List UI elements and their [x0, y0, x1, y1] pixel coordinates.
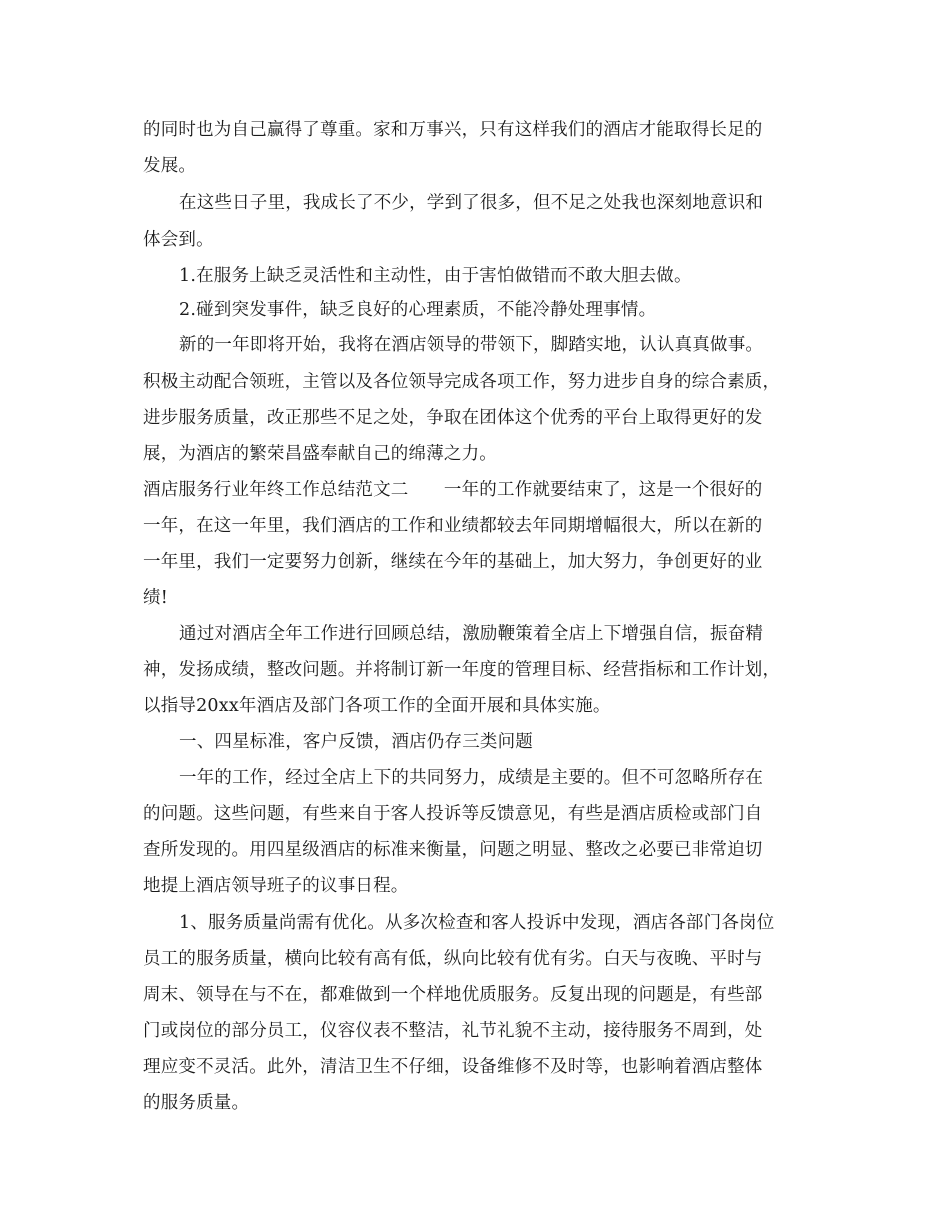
text-line: 进步服务质量，改正那些不足之处，争取在团体这个优秀的平台上取得更好的发 [143, 408, 763, 428]
text-line: 一年，在这一年里，我们酒店的工作和业绩都较去年同期增幅很大，所以在新的 [143, 516, 763, 536]
text-line: 积极主动配合领班，主管以及各位领导完成各项工作，努力进步自身的综合素质， [143, 372, 781, 392]
text-line: 新的一年即将开始，我将在酒店领导的带领下，脚踏实地，认认真真做事。 [179, 335, 764, 355]
text-line: 一年的工作，经过全店上下的共同努力，成绩是主要的。但不可忽略所存在 [179, 768, 764, 788]
text-line: 一年里，我们一定要努力创新，继续在今年的基础上，加大努力，争创更好的业 [143, 552, 763, 572]
text-line: 的问题。这些问题，有些来自于客人投诉等反馈意见，有些是酒店质检或部门自 [143, 804, 763, 824]
text-line: 体会到。 [143, 230, 214, 250]
text-line: 展，为酒店的繁荣昌盛奉献自己的绵薄之力。 [143, 444, 497, 464]
text-line: 的服务质量。 [143, 1093, 250, 1113]
text-line: 地提上酒店领导班子的议事日程。 [143, 876, 409, 896]
text-line: 发展。 [143, 156, 197, 176]
text-line: 绩! [143, 588, 168, 608]
text-line: 1、服务质量尚需有优化。从多次检查和客人投诉中发现，酒店各部门各岗位 [179, 913, 775, 933]
text-line: 在这些日子里，我成长了不少，学到了很多，但不足之处我也深刻地意识和 [179, 193, 764, 213]
text-line: 2.碰到突发事件，缺乏良好的心理素质，不能冷静处理事情。 [179, 300, 657, 320]
text-line: 理应变不灵活。此外，清洁卫生不仔细，设备维修不及时等，也影响着酒店整体 [143, 1057, 763, 1077]
text-line: 一、四星标准，客户反馈，酒店仍存三类问题 [179, 732, 533, 752]
text-line: 查所发现的。用四星级酒店的标准来衡量，问题之明显、整改之必要已非常迫切 [143, 840, 763, 860]
text-line: 周末、领导在与不在，都难做到一个样地优质服务。反复出现的问题是，有些部 [143, 985, 763, 1005]
text-line: 员工的服务质量，横向比较有高有低，纵向比较有优有劣。白天与夜晚、平时与 [143, 949, 763, 969]
text-line: 的同时也为自己赢得了尊重。家和万事兴，只有这样我们的酒店才能取得长足的 [143, 120, 763, 140]
text-line: 门或岗位的部分员工，仪容仪表不整洁，礼节礼貌不主动，接待服务不周到，处 [143, 1021, 763, 1041]
text-line: 以指导20xx年酒店及部门各项工作的全面开展和具体实施。 [143, 696, 611, 716]
text-line: 通过对酒店全年工作进行回顾总结，激励鞭策着全店上下增强自信，振奋精 [179, 624, 764, 644]
text-line: 酒店服务行业年终工作总结范文二 一年的工作就要结束了，这是一个很好的 [143, 480, 763, 500]
text-line: 神，发扬成绩，整改问题。并将制订新一年度的管理目标、经营指标和工作计划， [143, 660, 781, 680]
text-line: 1.在服务上缺乏灵活性和主动性，由于害怕做错而不敢大胆去做。 [179, 266, 692, 286]
